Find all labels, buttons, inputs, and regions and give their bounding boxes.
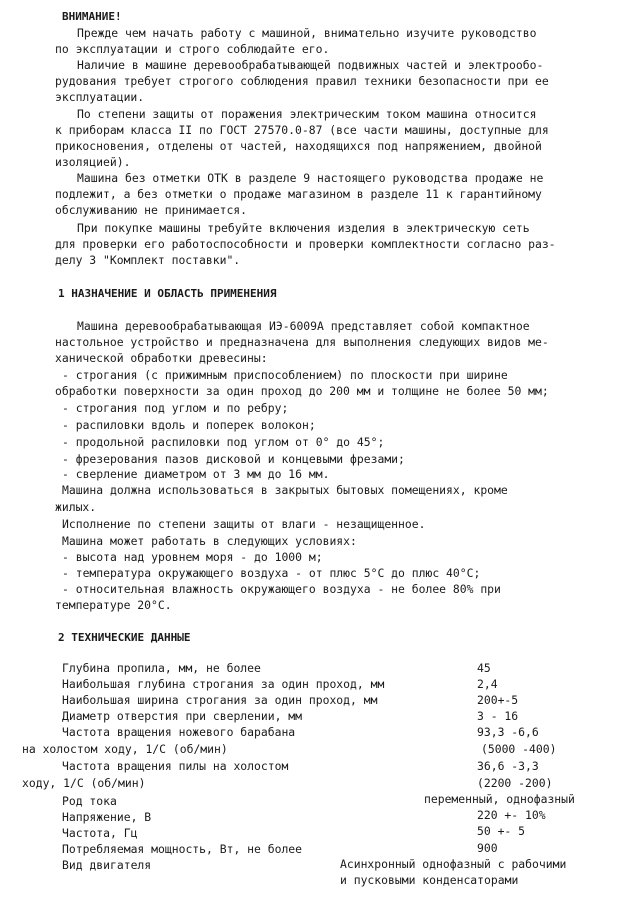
intro-line: Машина без отметки ОТК в разделе 9 настоящего руководства продаже не (77, 171, 544, 185)
spec-label: Частота вращения ножевого барабана (62, 725, 296, 739)
intro-line: к приборам класса II по ГОСТ 27570.0-87 (все части машины, доступные для (55, 123, 549, 137)
spec-value: 200+-5 (477, 693, 519, 707)
spec-value: и пусковыми конденсаторами (340, 873, 519, 887)
spec-value: переменный, однофазный (424, 792, 575, 806)
section-1-line: - строгания (с прижимным приспособлением) по плоскости при ширине (62, 368, 508, 382)
spec-label: Диаметр отверстия при сверлении, мм (62, 709, 303, 723)
section-1-heading: 1 НАЗНАЧЕНИЕ И ОБЛАСТЬ ПРИМЕНЕНИЯ (58, 287, 277, 300)
warning-title: ВНИМАНИЕ! (62, 10, 122, 23)
spec-label: Глубина пропила, мм, не более (62, 661, 261, 675)
intro-line: рудования требует строгого соблюдения правил техники безопасности при ее (55, 74, 549, 88)
spec-label: на холостом ходу, 1/С (об/мин) (22, 742, 228, 756)
section-2-heading: 2 ТЕХНИЧЕСКИЕ ДАННЫЕ (58, 631, 191, 644)
spec-label: Напряжение, В (62, 810, 152, 824)
spec-value: 93,3 -6,6 (477, 725, 539, 739)
intro-line: прикосновения, отделены от частей, находящихся под напряжением, двойной (55, 139, 542, 153)
spec-label: Наибольшая ширина строгания за один проход, мм (62, 693, 378, 707)
spec-value: 2,4 (477, 677, 498, 691)
section-1-line: Машина может работать в следующих условиях: (62, 534, 357, 548)
spec-value: 45 (477, 661, 491, 675)
section-1-line: Машина должна использоваться в закрытых бытовых помещениях, кроме (62, 483, 508, 497)
spec-label: Потребляемая мощность, Вт, не более (62, 842, 303, 856)
section-1-line: - строгания под углом и по ребру; (62, 401, 289, 415)
section-1-line: Машина деревообрабатывающая ИЭ-6009А представляет собой компактное (77, 319, 530, 333)
section-1-line: температуре 20°С. (55, 598, 172, 612)
section-1-line: обработки поверхности за один проход до 200 мм и толщине не более 50 мм; (55, 384, 549, 398)
spec-value: 36,6 -3,3 (477, 759, 539, 773)
section-1-line: - сверление диаметром от 3 мм до 16 мм. (62, 467, 330, 481)
spec-label: Наибольшая глубина строгания за один проход, мм (62, 677, 385, 691)
intro-line: изоляцией). (55, 155, 131, 169)
spec-label: Род тока (62, 794, 117, 808)
spec-value: Асинхронный однофазный с рабочими (340, 857, 567, 871)
spec-value: (2200 -200) (477, 776, 553, 790)
spec-label: Вид двигателя (62, 858, 152, 872)
intro-line: подлежит, а без отметки о продаже магазином в разделе 11 к гарантийному (55, 187, 542, 201)
intro-line: При покупке машины требуйте включения изделия в электрическую сеть (77, 221, 530, 235)
section-1-line: Исполнение по степени защиты от влаги - незащищенное. (62, 517, 426, 531)
intro-line: Прежде чем начать работу с машиной, внимательно изучите руководство (77, 26, 537, 40)
section-1-line: - фрезерования пазов дисковой и концевыми фрезами; (62, 452, 405, 466)
intro-line: для проверки его работоспособности и проверки комплектности согласно раз- (55, 237, 556, 251)
intro-line: делу 3 "Комплект поставки". (55, 253, 241, 267)
intro-line: Наличие в машине деревообрабатывающей подвижных частей и электрообо- (77, 58, 544, 72)
section-1-line: - распиловки вдоль и поперек волокон; (62, 418, 316, 432)
intro-line: эксплуатации. (55, 90, 145, 104)
section-1-line: жилых. (55, 500, 97, 514)
intro-line: по эксплуатации и строго соблюдайте его. (55, 42, 330, 56)
spec-value: 3 - 16 (477, 709, 519, 723)
spec-value: 220 +- 10% (477, 808, 546, 822)
section-1-line: - температура окружающего воздуха - от плюс 5°С до плюс 40°С; (62, 566, 481, 580)
spec-value: (5000 -400) (481, 742, 557, 756)
intro-line: По степени защиты от поражения электрическим током машина относится (77, 107, 537, 121)
section-1-line: ханической обработки древесины: (55, 351, 268, 365)
section-1-line: - относительная влажность окружающего воздуха - не более 80% при (62, 582, 501, 596)
section-1-line: настольное устройство и предназначена для выполнения следующих видов ме- (55, 335, 549, 349)
section-1-line: - высота над уровнем моря - до 1000 м; (62, 550, 323, 564)
section-1-line: - продольной распиловки под углом от 0° до 45°; (62, 435, 385, 449)
spec-value: 900 (477, 841, 498, 855)
spec-label: ходу, 1/С (об/мин) (22, 776, 146, 790)
intro-line: обслуживанию не принимается. (55, 203, 248, 217)
spec-label: Частота, Гц (62, 826, 138, 840)
spec-label: Частота вращения пилы на холостом (62, 759, 289, 773)
spec-value: 50 +- 5 (477, 824, 526, 838)
